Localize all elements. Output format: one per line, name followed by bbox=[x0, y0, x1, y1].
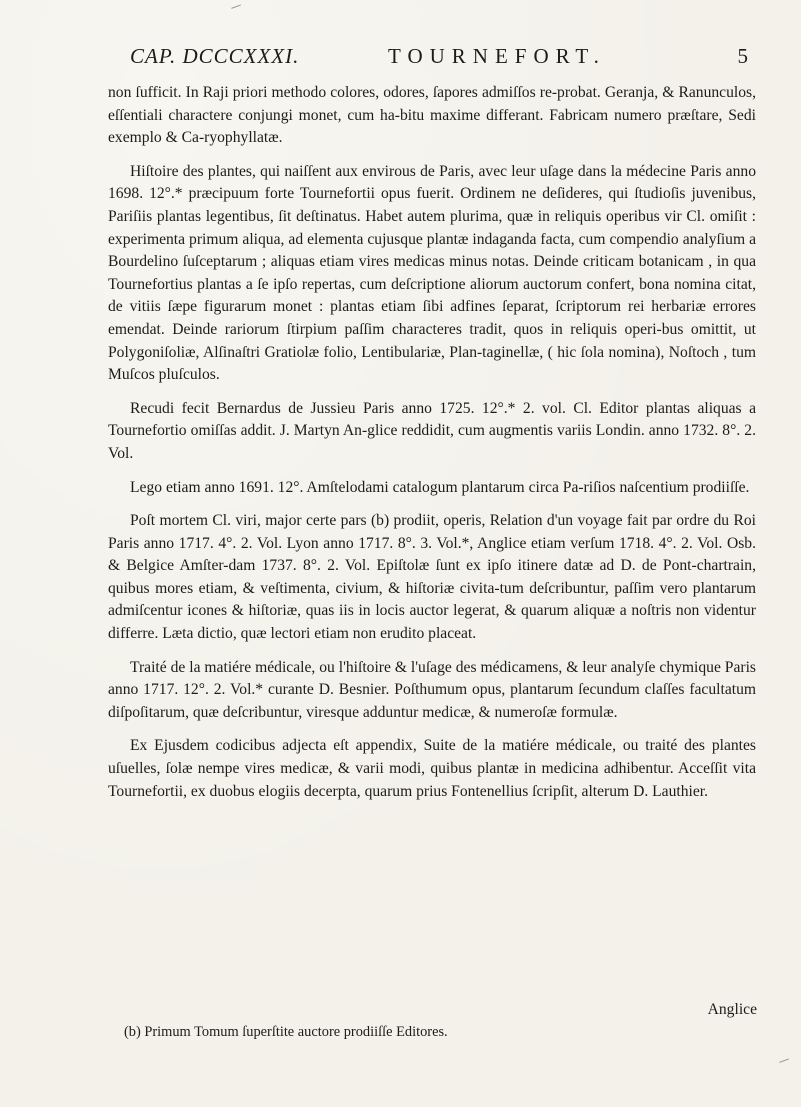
paragraph-5: Poſt mortem Cl. viri, major certe pars (b) prodiit, operis, Relation d'un voyage fait par ordre du Roi Paris anno 1717. 4°. 2. Vol. Lyon anno 1717. 8°. 3. Vol.*, Anglice etiam verſum 1718. 4°. 2. Vol. Osb. & Belgice Amſter-dam 1737. 8°. 2. Vol. Epiſtolæ ſunt ex ipſo itinere datæ ad D. de Pont-chartrain, quibus mores etiam, & veſtimenta, civium, & hiſtoriæ civita-tum deſcribuntur, paſſim vero plantarum admiſcentur icones & hiſtoriæ, quas iis in locis auctor legerat, & quarum aliquæ a noſtris non videntur differre. Læta dictio, quæ lectori etiam non erudito placeat. bbox=[108, 512, 756, 643]
paragraph-1: non ſufficit. In Raji priori methodo colores, odores, ſapores admiſſos re-probat. Geranja, & Ranunculos, eſſentiali charactere conjungi monet, cum ha-bitu maxime differant. Fabricam numero præſtare, Sedi exemplo & Ca-ryophyllatæ. bbox=[108, 84, 756, 147]
paragraph-2: Hiſtoire des plantes, qui naiſſent aux envirous de Paris, avec leur uſage dans la médecine Paris anno 1698. 12°.* præcipuum forte Tournefortii opus fuerit. Ordinem ne deſideres, qui ſtudioſis juvenibus, Pariſiis plantas legentibus, ſit deſtinatus. Habet autem plurima, quæ in reliquis operibus vir Cl. omiſit : experimenta primum aliqua, ad elementa cujusque plantæ indaganda facta, cum compendio analyſium a Bourdelino ſuſceptarum ; aliquas etiam vires medicas minus notas. Deinde criticam botanicam , in qua Tournefortius plantas a ſe ipſo repertas, cum deſcriptione aliorum auctorum confert, bona nomina citat, de vitiis ſæpe figurarum monet : plantas etiam ſibi adfines ſeparat, ſcriptorum rei herbariæ errores emendat. Deinde rariorum ſtirpium paſſim characteres tradit, quos in reliquis operi-bus omittit, ut Polygoniſoliæ, Alſinaſtri Gratiolæ folio, Lentibulariæ, Plan-taginellæ, ( hic ſola nomina), Noſtoch , tum Muſcos pluſculos. bbox=[108, 162, 756, 384]
paper-speck bbox=[779, 1058, 790, 1067]
catchword: Anglice bbox=[707, 1001, 757, 1018]
paragraph-6: Traité de la matiére médicale, ou l'hiſtoire & l'uſage des médicamens, & leur analyſe chymique Paris anno 1717. 12°. 2. Vol.* curante D. Besnier. Poſthumum opus, plantarum ſecundum claſſes facultatum diſpoſitarum, quæ deſcribuntur, viresque adduntur medicæ, & numeroſæ formulæ. bbox=[108, 658, 756, 721]
running-title: TOURNEFORT. bbox=[388, 44, 606, 68]
paragraph-4: Lego etiam anno 1691. 12°. Amſtelodami catalogum plantarum circa Pa-riſios naſcentium prodiiſſe. bbox=[130, 478, 750, 496]
footnote: (b) Primum Tomum ſuperſtite auctore prodiiſſe Editores. bbox=[124, 1024, 448, 1040]
page-number: 5 bbox=[737, 44, 748, 68]
running-header bbox=[130, 44, 770, 76]
paragraph-7: Ex Ejusdem codicibus adjecta eſt appendix, Suite de la matiére médicale, ou traité des plantes uſuelles, ſolæ nempe vires medicæ, & varii modi, quibus plantæ in medicina adhibentur. Acceſſit vita Tournefortii, ex duobus elogiis decerpta, quarum prius Fontenellius ſcripſit, alterum D. Lauthier. bbox=[108, 737, 756, 800]
body-text bbox=[108, 82, 756, 814]
chapter-heading: CAP. DCCCXXXI. bbox=[130, 44, 300, 68]
paragraph-3: Recudi fecit Bernardus de Jussieu Paris anno 1725. 12°.* 2. vol. Cl. Editor plantas aliquas a Tournefortio omiſſas addit. J. Martyn An-glice reddidit, cum augmentis variis Londin. anno 1732. 8°. 2. Vol. bbox=[108, 399, 756, 462]
paper-speck bbox=[231, 4, 242, 13]
